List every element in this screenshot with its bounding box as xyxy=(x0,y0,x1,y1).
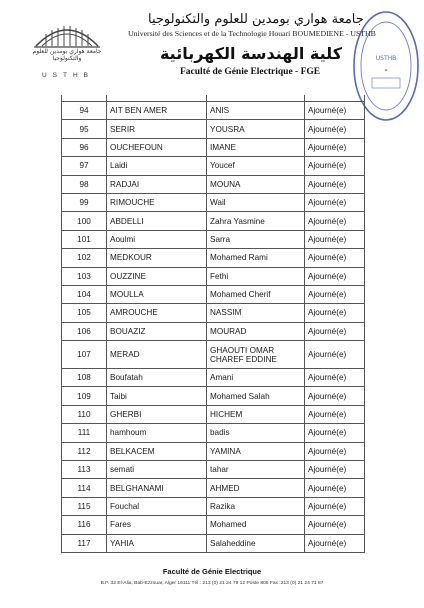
table-row xyxy=(62,322,365,340)
student-last-name: BOUAZIZ xyxy=(107,322,207,340)
student-first-name: MOUNA xyxy=(207,175,305,193)
result-status: Ajourné(e) xyxy=(305,120,365,138)
table-row xyxy=(62,267,365,285)
student-last-name: BELKACEM xyxy=(107,442,207,460)
student-last-name: GHERBI xyxy=(107,405,207,423)
student-first-name: YAMINA xyxy=(207,442,305,460)
table-row xyxy=(62,516,365,534)
result-status: Ajourné(e) xyxy=(305,285,365,303)
row-number: 115 xyxy=(62,497,107,515)
student-first-name: Zahra Yasmine xyxy=(207,212,305,230)
table-row xyxy=(62,442,365,460)
table-row xyxy=(62,405,365,423)
student-first-name: Sarra xyxy=(207,230,305,248)
table-row xyxy=(62,175,365,193)
result-status: Ajourné(e) xyxy=(305,405,365,423)
result-status: Ajourné(e) xyxy=(305,479,365,497)
student-last-name: Fares xyxy=(107,516,207,534)
table-row xyxy=(62,157,365,175)
row-number: 109 xyxy=(62,387,107,405)
result-status: Ajourné(e) xyxy=(305,157,365,175)
row-number: 101 xyxy=(62,230,107,248)
student-last-name: Fouchal xyxy=(107,497,207,515)
row-number: 111 xyxy=(62,424,107,442)
student-first-name: Mohamed Salah xyxy=(207,387,305,405)
table-row xyxy=(62,285,365,303)
row-number: 117 xyxy=(62,534,107,552)
student-first-name: badis xyxy=(207,424,305,442)
footer-title: Faculté de Génie Electrique xyxy=(162,567,262,576)
results-table xyxy=(61,95,364,553)
student-last-name: Aoulmi xyxy=(107,230,207,248)
student-first-name: AHMED xyxy=(207,479,305,497)
student-first-name: IMANE xyxy=(207,138,305,156)
student-first-name: Youcef xyxy=(207,157,305,175)
row-number: 106 xyxy=(62,322,107,340)
logo-arabic-text: جامعة هواري بومدين للعلوم والتكنولوجيا xyxy=(32,48,102,62)
result-status: Ajourné(e) xyxy=(305,322,365,340)
student-first-name: Salaheddine xyxy=(207,534,305,552)
table-row xyxy=(62,497,365,515)
logo-acronym: USTHB xyxy=(41,72,95,79)
svg-text:USTHB: USTHB xyxy=(375,55,397,62)
student-last-name: OUZZINE xyxy=(107,267,207,285)
student-first-name: HICHEM xyxy=(207,405,305,423)
student-last-name: AIT BEN AMER xyxy=(107,102,207,120)
student-last-name: MOULLA xyxy=(107,285,207,303)
result-status: Ajourné(e) xyxy=(305,387,365,405)
table-row xyxy=(62,461,365,479)
student-last-name: YAHIA xyxy=(107,534,207,552)
result-status: Ajourné(e) xyxy=(305,138,365,156)
table-row xyxy=(62,230,365,248)
result-status: Ajourné(e) xyxy=(305,102,365,120)
student-last-name: BELGHANAMI xyxy=(107,479,207,497)
result-status: Ajourné(e) xyxy=(305,424,365,442)
result-status: Ajourné(e) xyxy=(305,341,365,369)
table-row xyxy=(62,424,365,442)
result-status: Ajourné(e) xyxy=(305,534,365,552)
student-last-name: RADJAI xyxy=(107,175,207,193)
row-number: 96 xyxy=(62,138,107,156)
document-header xyxy=(0,0,424,92)
student-first-name: Mohamed Cherif xyxy=(207,285,305,303)
faculty-name-french: Faculté de Génie Electrique - FGE xyxy=(180,67,321,77)
result-status: Ajourné(e) xyxy=(305,267,365,285)
student-last-name: OUCHEFOUN xyxy=(107,138,207,156)
result-status: Ajourné(e) xyxy=(305,442,365,460)
table-row xyxy=(62,369,365,387)
student-first-name: MOURAD xyxy=(207,322,305,340)
row-number: 108 xyxy=(62,369,107,387)
result-status: Ajourné(e) xyxy=(305,175,365,193)
student-first-name: Mohamed Rami xyxy=(207,249,305,267)
result-status: Ajourné(e) xyxy=(305,516,365,534)
result-status: Ajourné(e) xyxy=(305,497,365,515)
row-number: 98 xyxy=(62,175,107,193)
table-row xyxy=(62,120,365,138)
row-number: 104 xyxy=(62,285,107,303)
student-first-name: Amani xyxy=(207,369,305,387)
row-number: 114 xyxy=(62,479,107,497)
student-last-name: hamhoum xyxy=(107,424,207,442)
student-first-name: Wail xyxy=(207,193,305,211)
student-last-name: ABDELLI xyxy=(107,212,207,230)
row-number: 116 xyxy=(62,516,107,534)
result-status: Ajourné(e) xyxy=(305,461,365,479)
student-first-name: GHAOUTI OMAR CHAREF EDDINE xyxy=(207,341,305,369)
row-number: 107 xyxy=(62,341,107,369)
table-row xyxy=(62,304,365,322)
student-first-name: YOUSRA xyxy=(207,120,305,138)
result-status: Ajourné(e) xyxy=(305,304,365,322)
student-last-name: RIMOUCHE xyxy=(107,193,207,211)
student-last-name: Laidi xyxy=(107,157,207,175)
student-last-name: MERAD xyxy=(107,341,207,369)
student-first-name: NASSIM xyxy=(207,304,305,322)
student-last-name: Boufatah xyxy=(107,369,207,387)
row-number: 94 xyxy=(62,102,107,120)
row-number: 103 xyxy=(62,267,107,285)
student-last-name: semati xyxy=(107,461,207,479)
student-first-name: Mohamed xyxy=(207,516,305,534)
student-last-name: MEDKOUR xyxy=(107,249,207,267)
footer-address: B.P. 32 El-Alia, Bab-Ezzouar, Alger 16111 Tél : 213 (0) 21 24 79 12 Poste 805 Fax :213 (0) 21 24 71 87 xyxy=(100,581,324,586)
student-last-name: SERIR xyxy=(107,120,207,138)
result-status: Ajourné(e) xyxy=(305,193,365,211)
student-last-name: AMROUCHE xyxy=(107,304,207,322)
table-row xyxy=(62,249,365,267)
row-number: 100 xyxy=(62,212,107,230)
university-name-french: Université des Sciences et de la Technologie Houari BOUMEDIENE - USTHB xyxy=(128,29,376,38)
student-first-name: tahar xyxy=(207,461,305,479)
row-number: 95 xyxy=(62,120,107,138)
faculty-name-arabic: كلية الهندسة الكهربائية xyxy=(159,44,342,63)
row-number: 97 xyxy=(62,157,107,175)
row-number: 110 xyxy=(62,405,107,423)
table-row xyxy=(62,479,365,497)
result-status: Ajourné(e) xyxy=(305,249,365,267)
result-status: Ajourné(e) xyxy=(305,212,365,230)
student-first-name: ANIS xyxy=(207,102,305,120)
row-number: 112 xyxy=(62,442,107,460)
table-row xyxy=(62,534,365,552)
student-last-name: Taibi xyxy=(107,387,207,405)
table-row xyxy=(62,387,365,405)
university-name-arabic: جامعة هواري بومدين للعلوم والتكنولوجيا xyxy=(148,12,364,27)
result-status: Ajourné(e) xyxy=(305,230,365,248)
row-number: 105 xyxy=(62,304,107,322)
result-status: Ajourné(e) xyxy=(305,369,365,387)
student-first-name: Razika xyxy=(207,497,305,515)
student-first-name: Fethi xyxy=(207,267,305,285)
row-number: 99 xyxy=(62,193,107,211)
table-row xyxy=(62,193,365,211)
svg-text:✶: ✶ xyxy=(383,68,389,74)
table-row xyxy=(62,212,365,230)
table-row xyxy=(62,138,365,156)
row-number: 113 xyxy=(62,461,107,479)
row-number: 102 xyxy=(62,249,107,267)
table-row xyxy=(62,341,365,369)
table-row xyxy=(62,102,365,120)
